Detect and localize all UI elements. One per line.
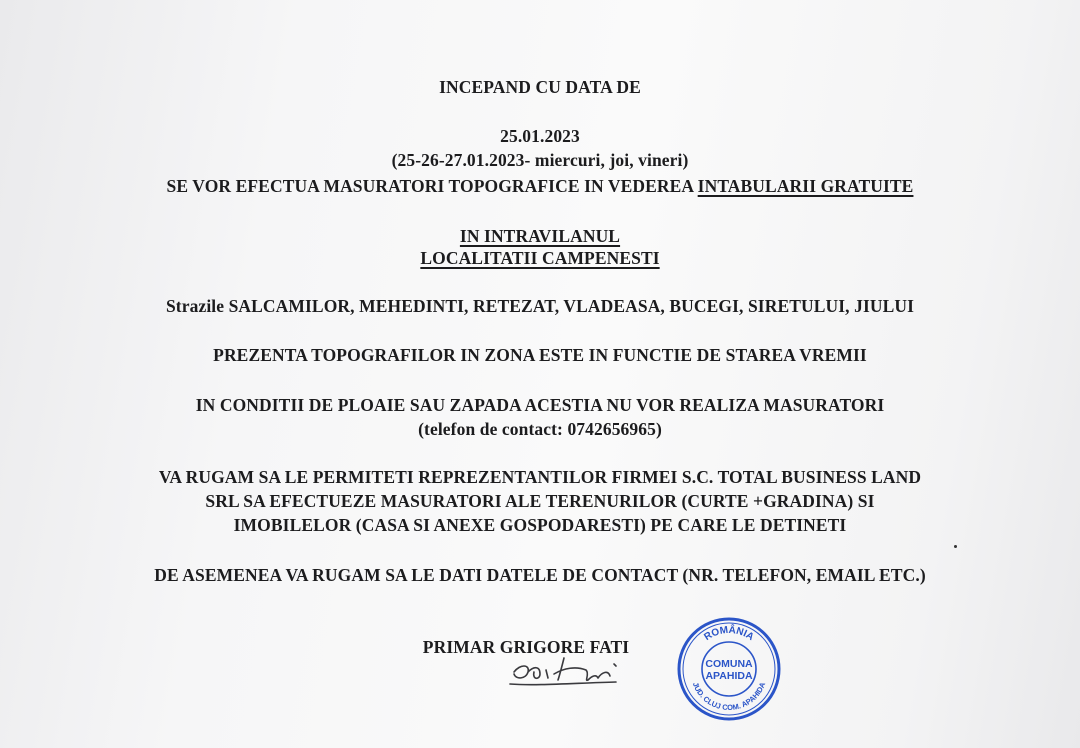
request-line-3: IMOBILELOR (CASA SI ANEXE GOSPODARESTI) PE CARE LE DETINETI — [233, 515, 847, 535]
streets-list: Strazile SALCAMILOR, MEHEDINTI, RETEZAT, VLADEASA, BUCEGI, SIRETULUI, JIULUI — [165, 296, 915, 316]
announcement-text: SE VOR EFECTUA MASURATORI TOPOGRAFICE IN VEDEREA — [166, 176, 698, 196]
ink-speck — [954, 545, 957, 548]
stamp-center-line-2: APAHIDA — [705, 670, 753, 682]
notice-heading: INCEPAND CU DATA DE — [439, 77, 641, 97]
area-line-2: LOCALITATII CAMPENESTI — [420, 248, 660, 268]
stamp-top-text: ROMÂNIA — [702, 624, 756, 644]
request-line-1: VA RUGAM SA LE PERMITETI REPREZENTANTILOR FIRMEI S.C. TOTAL BUSINESS LAND — [158, 467, 922, 487]
request-line-2: SRL SA EFECTUEZE MASURATORI ALE TERENURILOR (CURTE +GRADINA) SI — [205, 491, 875, 511]
start-date: 25.01.2023 — [500, 126, 580, 146]
contact-phone: (telefon de contact: 0742656965) — [418, 419, 662, 439]
measurement-days: (25-26-27.01.2023- miercuri, joi, vineri) — [391, 150, 689, 170]
signatory: PRIMAR GRIGORE FATI — [422, 637, 630, 657]
official-stamp — [676, 616, 782, 722]
handwritten-signature — [506, 652, 636, 692]
announcement — [0, 176, 1080, 196]
weather-condition: IN CONDITII DE PLOAIE SAU ZAPADA ACESTIA NU VOR REALIZA MASURATORI — [195, 395, 885, 415]
weather-dependency: PREZENTA TOPOGRAFILOR IN ZONA ESTE IN FUNCTIE DE STAREA VREMII — [213, 345, 867, 365]
stamp-bottom-text: JUD. CLUJ COM. APAHIDA — [690, 680, 768, 713]
announcement-emphasis: INTABULARII GRATUITE — [697, 176, 914, 196]
contact-request: DE ASEMENEA VA RUGAM SA LE DATI DATELE DE CONTACT (NR. TELEFON, EMAIL ETC.) — [154, 565, 926, 585]
stamp-center-line-1: COMUNA — [705, 658, 753, 670]
svg-text:ROMÂNIA — [702, 623, 755, 643]
area-line-1: IN INTRAVILANUL — [459, 226, 621, 246]
